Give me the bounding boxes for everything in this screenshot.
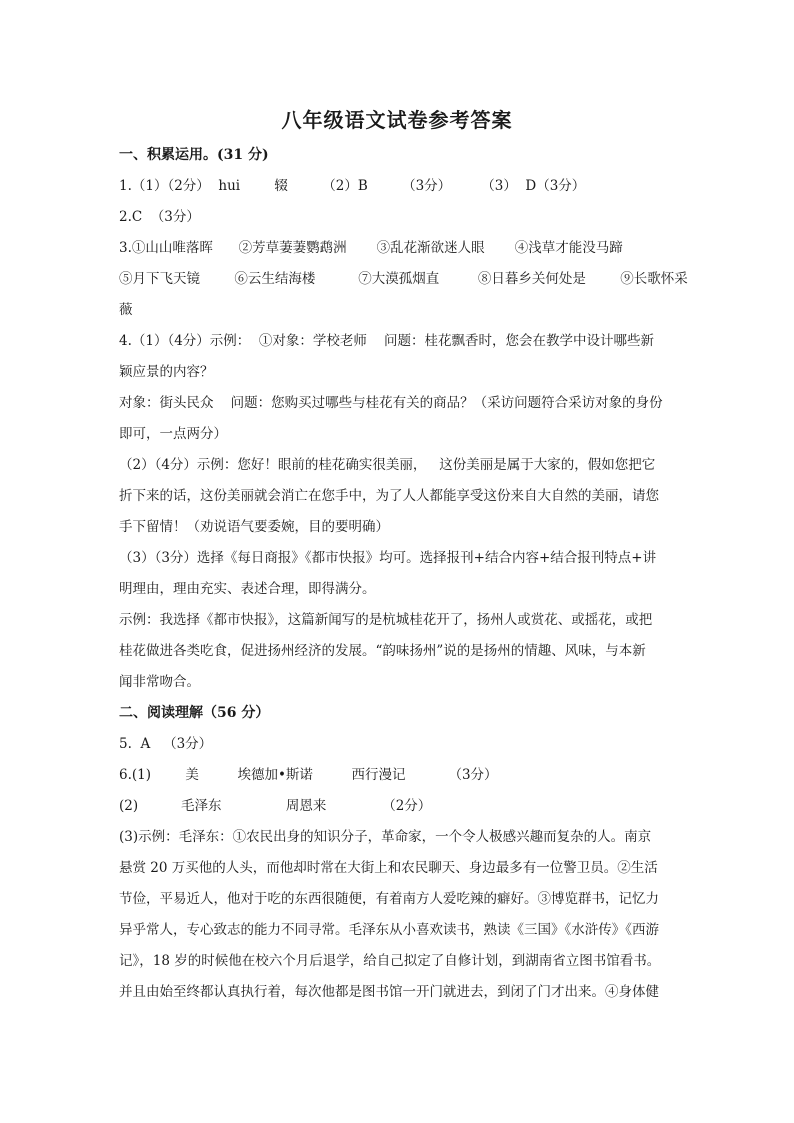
text-line: 对象：街头民众 问题：您购买过哪些与桂花有关的商品？（采访问题符合采访对象的身份 bbox=[119, 395, 663, 411]
text-line: 1.（1）（2分） hui 辍 （2）B （3分） （3） D（3分） bbox=[119, 178, 586, 194]
text-line: 3.①山山唯落晖 ②芳草萋萋鹦鹉洲 ③乱花渐欲迷人眼 ④浅草才能没马蹄 bbox=[119, 240, 623, 256]
text-line: (3)示例：毛泽东：①农民出身的知识分子，革命家，一个令人极感兴趣而复杂的人。南京 bbox=[119, 829, 652, 845]
text-line: 颖应景的内容？ bbox=[119, 364, 214, 380]
text-line: 折下来的话，这份美丽就会消亡在您手中，为了人人都能享受这份来自大自然的美丽，请您 bbox=[119, 488, 659, 504]
text-line: 节俭，平易近人，他对于吃的东西很随便，有着南方人爱吃辣的癖好。③博览群书，记忆力 bbox=[119, 891, 659, 907]
text-line: （2）（4分）示例：您好！眼前的桂花确实很美丽， 这份美丽是属于大家的，假如您把它 bbox=[119, 457, 656, 473]
section-heading: 一、积累运用。(31 分) bbox=[119, 147, 269, 163]
text-line: 记》，18 岁的时候他在校六个月后退学，给自己拟定了自修计划，到湖南省立图书馆看书。 bbox=[119, 953, 661, 969]
text-line: 6.(1) 美 埃德加•斯诺 西行漫记 （3分） bbox=[119, 767, 498, 783]
text-line: 即可，一点两分） bbox=[119, 426, 227, 442]
text-line: 示例：我选择《都市快报》，这篇新闻写的是杭城桂花开了，扬州人或赏花、或摇花，或把 bbox=[119, 612, 653, 628]
text-line: 并且由始至终都认真执行着，每次他都是图书馆一开门就进去，到闭了门才出来。④身体健 bbox=[119, 984, 659, 1000]
text-line: 异乎常人，专心致志的能力不同寻常。毛泽东从小喜欢读书，熟读《三国》《水浒传》《西游 bbox=[119, 922, 659, 938]
text-line: 悬赏 20 万买他的人头，而他却时常在大街上和农民聊天、身边最多有一位警卫员。②生活 bbox=[119, 860, 658, 876]
text-line: 闻非常吻合。 bbox=[119, 674, 200, 690]
text-line: 明理由，理由充实、表述合理，即得满分。 bbox=[119, 581, 376, 597]
text-line: 桂花做进各类吃食，促进扬州经济的发展。“韵味扬州”说的是扬州的情趣、风味，与本新 bbox=[119, 643, 646, 659]
section-heading: 二、阅读理解（56 分） bbox=[119, 705, 270, 721]
text-line: ⑤月下飞天镜 ⑥云生结海楼 ⑦大漠孤烟直 ⑧日暮乡关何处是 ⑨长歌怀采 bbox=[119, 271, 688, 287]
text-line: 5. A （3分） bbox=[119, 736, 213, 752]
text-line: （3）（3分）选择《每日商报》《都市快报》均可。选择报刊+结合内容+结合报刊特点+讲 bbox=[119, 550, 657, 566]
document-title: 八年级语文试卷参考答案 bbox=[281, 108, 513, 132]
text-line: 薇 bbox=[119, 302, 133, 318]
answer-content bbox=[119, 140, 688, 1008]
text-line: 2.C （3分） bbox=[119, 209, 200, 225]
text-line: (2) 毛泽东 周恩来 （2分） bbox=[119, 798, 432, 814]
text-line: 4.（1）（4分）示例： ①对象：学校老师 问题：桂花飘香时，您会在教学中设计哪些新 bbox=[119, 333, 655, 349]
text-line: 手下留情！（劝说语气要委婉，目的要明确） bbox=[119, 519, 389, 535]
